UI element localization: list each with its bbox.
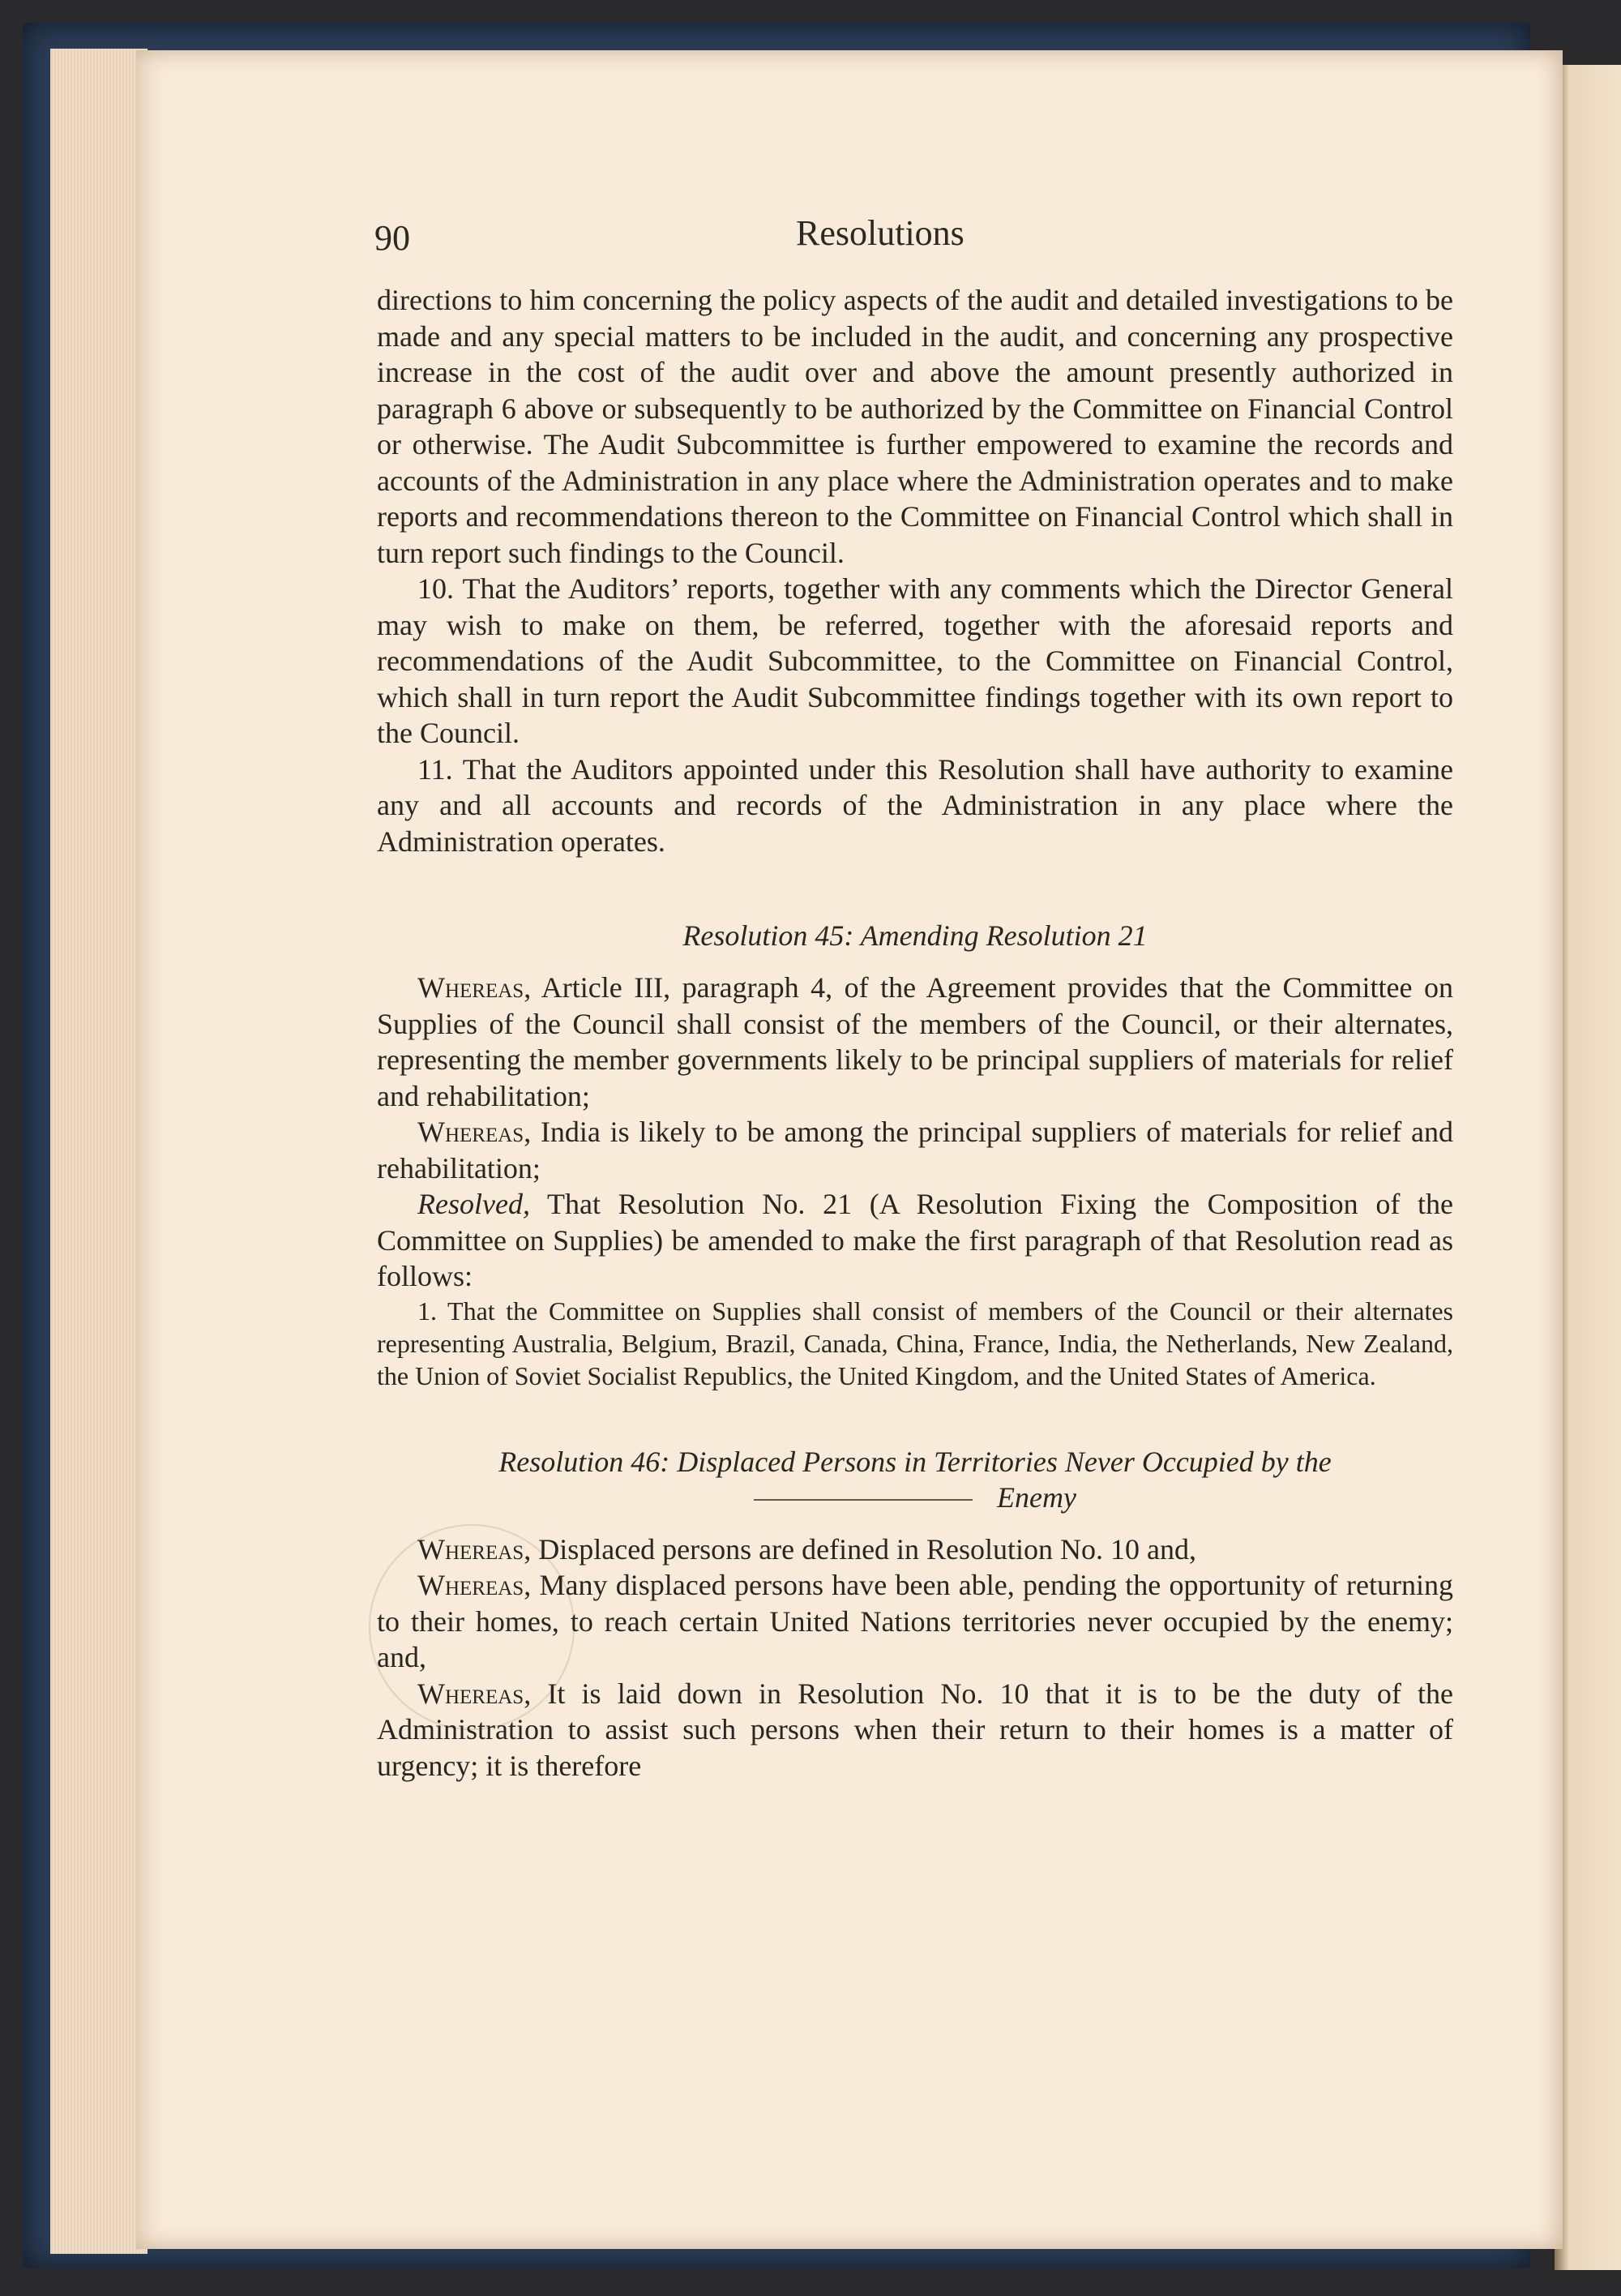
right-page-edge: [1555, 65, 1621, 2270]
whereas-lead: Whereas,: [417, 1569, 532, 1601]
heading-rule: [754, 1499, 973, 1501]
resolution-45-heading: Resolution 45: Amending Resolution 21: [682, 919, 1148, 952]
resolution-46-heading: [377, 1444, 1453, 1515]
page-body: [377, 282, 1453, 1784]
whereas-lead: Whereas,: [417, 1677, 532, 1710]
whereas-text: Displaced persons are defined in Resolution No. 10 and,: [531, 1532, 1197, 1566]
whereas-paragraph: [377, 1531, 1453, 1568]
whereas-paragraph: [377, 1676, 1453, 1784]
whereas-paragraph: [377, 970, 1453, 1114]
whereas-paragraph: [377, 1567, 1453, 1676]
page-number: 90: [374, 218, 410, 258]
whereas-lead: Whereas,: [417, 971, 532, 1004]
whereas-paragraph: [377, 1114, 1453, 1186]
page-edges: [50, 49, 148, 2254]
whereas-lead: Whereas,: [417, 1116, 532, 1148]
resolved-lead: Resolved,: [417, 1188, 530, 1220]
whereas-text: Many displaced persons have been able, pending the opportunity of returning to their homes, to reach certain United Nations territories never occupied by the enemy; and,: [377, 1569, 1453, 1673]
resolution-46-heading-line2: Enemy: [997, 1480, 1076, 1514]
quoted-item-1: 1. That the Committee on Supplies shall consist of members of the Council or their alternates representing Australia, Belgium, Brazil, Canada, China, France, India, the Netherlands, New Zealand, the Union of Soviet Socialist Republics, the United Kingdom, and the United States of America.: [377, 1296, 1453, 1390]
whereas-text: Article III, paragraph 4, of the Agreement provides that the Committee on Supplies of the Council shall consist of the members of the Council, or their alternates, representing the member governments likely to be principal suppliers of materials for relief and rehabilitation;: [377, 971, 1453, 1112]
resolved-paragraph: [377, 1186, 1453, 1295]
paragraph-11: 11. That the Auditors appointed under this Resolution shall have authority to examine any and all accounts and records of the Administration in any place where the Administration operates.: [377, 752, 1453, 858]
running-title: Resolutions: [796, 213, 964, 253]
resolved-text: That Resolution No. 21 (A Resolution Fixing the Composition of the Committee on Supplies) be amended to make the first paragraph of that Resolution read as follows:: [377, 1188, 1453, 1292]
whereas-lead: Whereas,: [417, 1532, 532, 1566]
resolution-46-heading-line1: Resolution 46: Displaced Persons in Territories Never Occupied by the: [498, 1445, 1332, 1478]
whereas-text: India is likely to be among the principal suppliers of materials for relief and rehabilitation;: [377, 1116, 1453, 1184]
paragraph-10: 10. That the Auditors’ reports, together with any comments which the Director General may wish to make on them, be referred, together with the aforesaid reports and recommendations of the Audit Subcommittee, to the Committee on Financial Control, which shall in turn report the Audit Subcommittee findings together with its own report to the Council.: [377, 572, 1453, 749]
continued-paragraph: directions to him concerning the policy aspects of the audit and detailed investigations to be made and any special matters to be included in the audit, and concerning any prospective increase in the cost of the audit over and above the amount presently authorized in paragraph 6 above or subsequently to be authorized by the Committee on Financial Control or otherwise. The Audit Subcommittee is further empowered to examine the records and accounts of the Administration in any place where the Administration operates and to make reports and recommendations thereon to the Committee on Financial Control which shall in turn report such findings to the Council.: [377, 284, 1453, 569]
page-header: [374, 213, 1023, 269]
whereas-text: It is laid down in Resolution No. 10 that it is to be the duty of the Administration to assist such persons when their return to their homes is a matter of urgency; it is therefore: [377, 1677, 1453, 1782]
